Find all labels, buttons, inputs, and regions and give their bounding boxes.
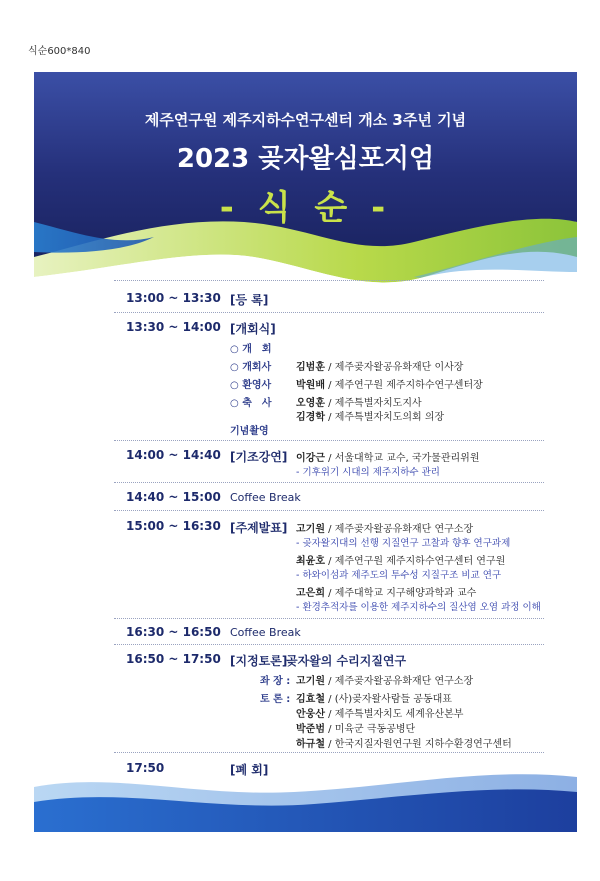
- speaker-line: [296, 672, 473, 687]
- session-time: 14:00 ~ 14:40: [126, 448, 221, 462]
- speaker-name: 고기원: [296, 676, 325, 687]
- session-time: 16:30 ~ 16:50: [126, 625, 221, 639]
- photo-session: 기념촬영: [230, 426, 269, 437]
- speaker-line: [296, 520, 473, 535]
- coffee-break: Coffee Break: [230, 626, 301, 639]
- ceremony-role: ○ 개회사: [230, 362, 272, 373]
- speaker-affiliation: / 제주곶자왈공유화재단 연구소장: [324, 676, 474, 687]
- speaker-line: [296, 552, 505, 567]
- speaker-name: 김경학: [296, 412, 325, 423]
- session-tag: [기조강연]: [230, 450, 288, 464]
- speaker-affiliation: / 제주대학교 지구해양과학과 교수: [324, 588, 477, 599]
- separator: [114, 280, 544, 281]
- talk-title: - 기후위기 시대의 제주지하수 관리: [296, 467, 440, 478]
- session-tag: [개회식]: [230, 322, 276, 336]
- separator: [114, 510, 544, 511]
- event-subtitle: 제주연구원 제주지하수연구센터 개소 3주년 기념: [144, 111, 467, 129]
- section-title: - 식 순 -: [219, 188, 392, 228]
- speaker-name: 고은희: [296, 588, 325, 599]
- speaker-affiliation: / 서울대학교 교수, 국가물관리위원: [324, 453, 480, 464]
- chair-label: 좌 장 :: [260, 676, 291, 687]
- speaker-name: 오영훈: [296, 398, 325, 409]
- speaker-name: 김범훈: [296, 362, 325, 373]
- separator: [114, 644, 544, 645]
- session-tag: [주제발표]: [230, 521, 288, 535]
- session-tag: [폐 회]: [230, 763, 269, 777]
- speaker-line: [296, 376, 483, 391]
- coffee-break: Coffee Break: [230, 491, 301, 504]
- speaker-affiliation: / 제주연구원 제주지하수연구센터 연구원: [324, 556, 506, 567]
- session-time: 14:40 ~ 15:00: [126, 490, 221, 504]
- separator: [114, 312, 544, 313]
- speaker-affiliation: / 한국지질자원연구원 지하수환경연구센터: [324, 739, 512, 750]
- ceremony-role: ○ 개 회: [230, 344, 272, 355]
- session-time: 17:50: [126, 761, 165, 775]
- size-label: 식순600*840: [28, 46, 91, 57]
- event-title: 2023 곶자왈심포지엄: [176, 144, 435, 174]
- talk-title: - 하와이섬과 제주도의 투수성 지질구조 비교 연구: [296, 570, 502, 581]
- speaker-name: 최윤호: [296, 556, 325, 567]
- speaker-line: [296, 690, 452, 705]
- ceremony-role: ○ 환영사: [230, 380, 272, 391]
- separator: [114, 440, 544, 441]
- program-poster: [34, 72, 577, 832]
- speaker-line: [296, 449, 480, 464]
- speaker-affiliation: / 제주특별자치도지사: [324, 398, 422, 409]
- speaker-name: 하규철: [296, 739, 325, 750]
- session-time: 15:00 ~ 16:30: [126, 519, 221, 533]
- speaker-name: 안웅산: [296, 709, 325, 720]
- speaker-affiliation: / 제주연구원 제주지하수연구센터장: [324, 380, 483, 391]
- talk-title: - 환경추적자를 이용한 제주지하수의 질산염 오염 과정 이해: [296, 602, 541, 613]
- speaker-name: 고기원: [296, 524, 325, 535]
- session-time: 13:00 ~ 13:30: [126, 291, 221, 305]
- speaker-line: [296, 408, 444, 423]
- speaker-line: [296, 394, 422, 409]
- panel-label: 토 론 :: [260, 694, 291, 705]
- speaker-line: [296, 584, 476, 599]
- footer-wave: [34, 762, 577, 832]
- discussion-topic: 곶자왈의 수리지질연구: [286, 654, 407, 668]
- separator: [114, 618, 544, 619]
- speaker-line: [296, 705, 463, 720]
- speaker-affiliation: / 미육군 극동공병단: [324, 724, 416, 735]
- talk-title: - 곶자왈지대의 선행 지질연구 고찰과 향후 연구과제: [296, 538, 511, 549]
- session-tag: [등 록]: [230, 293, 269, 307]
- speaker-affiliation: / 제주특별자치도 세계유산본부: [324, 709, 464, 720]
- speaker-affiliation: / 제주곶자왈공유화재단 이사장: [324, 362, 464, 373]
- speaker-line: [296, 720, 415, 735]
- ceremony-role: ○ 축 사: [230, 398, 272, 409]
- separator: [114, 482, 544, 483]
- separator: [114, 752, 544, 753]
- session-time: 16:50 ~ 17:50: [126, 652, 221, 666]
- speaker-name: 박준범: [296, 724, 325, 735]
- speaker-name: 이강근: [296, 453, 325, 464]
- speaker-affiliation: / 제주특별자치도의회 의장: [324, 412, 445, 423]
- session-tag: [지정토론]: [230, 654, 288, 668]
- session-time: 13:30 ~ 14:00: [126, 320, 221, 334]
- speaker-affiliation: / (사)곶자왈사람들 공동대표: [324, 694, 452, 705]
- speaker-name: 박원배: [296, 380, 325, 391]
- speaker-line: [296, 735, 512, 750]
- speaker-line: [296, 358, 463, 373]
- speaker-name: 김효철: [296, 694, 325, 705]
- speaker-affiliation: / 제주곶자왈공유화재단 연구소장: [324, 524, 474, 535]
